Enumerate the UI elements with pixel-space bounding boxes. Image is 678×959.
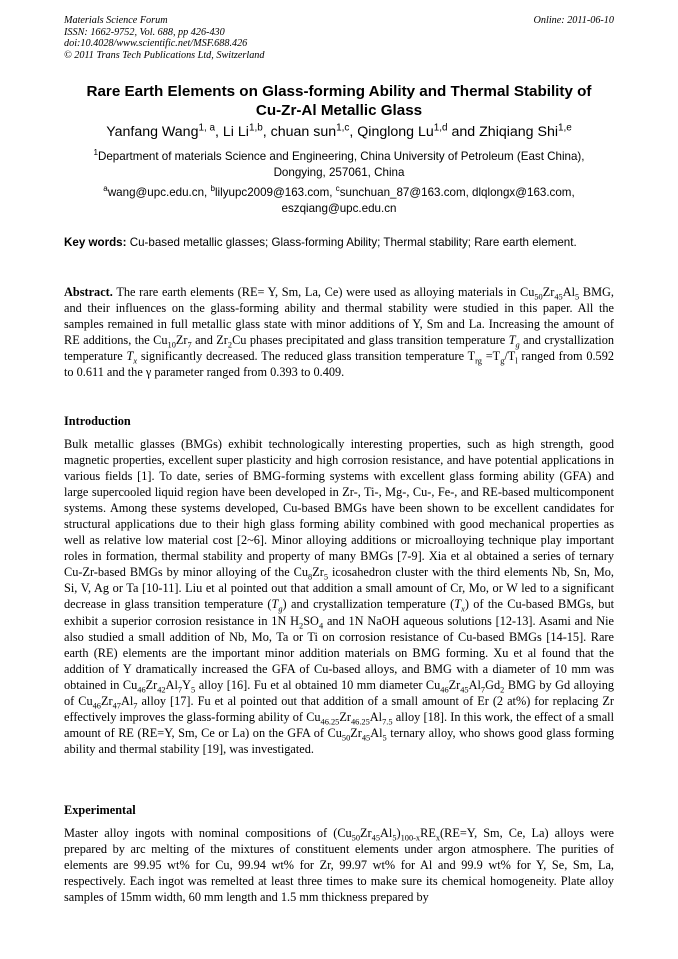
- author-affil-sup: 1,c: [336, 122, 350, 134]
- subscript-text: 46: [92, 701, 101, 711]
- issn-line: ISSN: 1662-9752, Vol. 688, pp 426-430: [64, 26, 225, 38]
- body-text-run: Zr: [339, 709, 351, 724]
- subscript-text: g: [500, 356, 505, 366]
- subscript-text: l: [515, 356, 518, 366]
- email-link: wang@upc.edu.cn,: [107, 186, 211, 199]
- subscript-text: 50: [341, 733, 351, 743]
- body-text-run: Al: [120, 693, 134, 708]
- body-text-run: Al: [562, 285, 575, 299]
- affiliation-sup: 1: [93, 148, 98, 158]
- body-text-run: Al: [380, 826, 393, 840]
- body-text-run: Zr: [312, 565, 324, 580]
- subscript-text: 5: [191, 685, 196, 695]
- body-text-run: (RE=Y, Sm, Ce, La) alloys were prepared by arc melting of the mixtures of constituent elements under argon atmosphere. The purities of elements are 99.95 wt% for Cu, 99.94 wt% for Zr, 99.97 wt% for Al and 99.9 wt% for Y, Se, Sm, La, respectively. Each ingot was remelted at least three times to make sure its chemical homogeneity. Plate alloy samples of 15mm width, 60 mm length and 1.5 mm thickness prepared by: [64, 826, 614, 905]
- copyright-line: © 2011 Trans Tech Publications Ltd, Switzerland: [64, 49, 265, 61]
- body-text-run: ternary alloy, who shows good glass forming ability and thermal stability [19], was investigated.: [64, 725, 614, 756]
- subscript-text: 5: [323, 572, 329, 582]
- author-affil-sup: 1,b: [248, 122, 263, 134]
- subscript-text: 2: [227, 340, 233, 350]
- body-text-run: Bulk metallic glasses (BMGs) exhibit technologically interesting properties, such as high strength, good magnetic properties, excellent super plasticity and high corrosion resistance, and have potential applications in various fields [1]. To date, series of BMG-forming systems with excellent glass forming ability (GFA) and large supercooled liquid region have been developed in Zr-, Ti-, Mg-, Cu-, Fe-, and RE-based multicomponent systems. Among these systems developed, Cu-based BMGs have been shown to be excellent candidates for structural applications due to their high glass forming ability combined with good mechanical properties as well as relative low material cost [2~6]. Minor alloying additions or microalloying technique play important roles in formation, thermal stability and property of many BMGs [7-9]. Xia et al obtained a series of ternary Cu-Zr-based BMGs by minor alloying of the Cu: [64, 437, 614, 580]
- body-text-run: SO: [303, 613, 319, 628]
- subscript-text: 5: [382, 733, 387, 743]
- body-text-run: Zr: [145, 677, 158, 692]
- body-text-run: /T: [504, 349, 516, 364]
- body-text-run: ): [396, 826, 401, 840]
- subscript-text: 2: [299, 620, 304, 630]
- subscript-text: x: [435, 833, 441, 843]
- author-affil-sup: 1,e: [558, 122, 572, 134]
- body-text-run: BMG by Gd alloying of Cu: [64, 677, 614, 708]
- subscript-text: 45: [361, 733, 371, 743]
- body-text-run: Zr: [175, 333, 188, 348]
- online-date: Online: 2011-06-10: [533, 15, 614, 26]
- journal-name: Materials Science Forum: [64, 15, 168, 26]
- body-text-run: Zr: [542, 285, 555, 299]
- subscript-text: 7: [480, 685, 486, 695]
- body-text-run: Zr: [100, 693, 113, 708]
- body-text-run: ranged from 0.592 to 0.611 and the γ parameter ranged from 0.393 to 0.409.: [64, 349, 614, 380]
- subscript-text: 5: [392, 833, 397, 843]
- affiliation: [64, 149, 614, 180]
- body-text-run: icosahedron cluster with the third elements Nb, Sn, Mo, Si, V, Ag or Ta [10-11]. Liu et al pointed out that addition a small amount of Cr, Mo, or W led to a significant decrease in glass transition temperature (: [64, 565, 614, 612]
- title-line-1: Rare Earth Elements on Glass-forming Ability and Thermal Stability of: [86, 83, 592, 100]
- author-sep: ,: [262, 124, 271, 140]
- subscript-text: 45: [554, 292, 563, 302]
- affiliation-line-1: Department of materials Science and Engineering, China University of Petroleum (East China),: [97, 150, 585, 163]
- subscript-text: 45: [371, 833, 380, 843]
- subscript-text: 46: [440, 685, 449, 695]
- subscript-text: 7: [187, 340, 192, 350]
- email-sup: b: [210, 184, 215, 194]
- subscript-text: 5: [575, 292, 580, 302]
- author-name: Qinglong Lu: [357, 124, 434, 140]
- body-text-run: Al: [165, 677, 178, 692]
- doi-line: doi:10.4028/www.scientific.net/MSF.688.426: [64, 38, 248, 50]
- subscript-text: 7.5: [382, 717, 393, 727]
- body-text-run: and 1N NaOH aqueous solutions [12-13]. Asami and Nie also studied a small addition of Nb, Mo, Ta or Ti on corrosion resistance of Cu-based BMGs [14-15]. Rare earth (RE) elements are the important minor addition materials on BMG forming. Xu et al found that the addition of Y dramatically increased the GFA of Cu-based alloys, and BMG with a diameter of 10 mm was obtained in Cu: [64, 613, 614, 692]
- body-text-run: Master alloy ingots with nominal compositions of (Cu: [64, 826, 352, 840]
- author-sep: ,: [349, 124, 358, 140]
- body-text-run: Zr: [350, 725, 362, 740]
- email-list: [64, 185, 614, 216]
- author-list: [40, 124, 638, 141]
- abstract-label: Abstract.: [64, 285, 113, 299]
- subscript-text: 100-x: [400, 833, 421, 843]
- subscript-text: 46: [137, 685, 146, 695]
- journal-header: [64, 15, 614, 61]
- subscript-text: 47: [112, 701, 121, 711]
- body-text-run: and crystallization temperature: [64, 333, 614, 364]
- body-text-run: T: [126, 349, 134, 364]
- keywords-text: Cu-based metallic glasses; Glass-forming Ability; Thermal stability; Rare earth element.: [126, 236, 577, 249]
- body-text-run: ) of the Cu-based BMGs, but exhibit a superior corrosion resistance in 1N H: [64, 597, 615, 628]
- body-text-run: x: [461, 604, 465, 614]
- body-text-run: Gd: [485, 677, 501, 692]
- introduction-heading: Introduction: [64, 414, 131, 428]
- body-text-run: Zr: [360, 826, 372, 840]
- author-name: Zhiqiang Shi: [479, 124, 559, 140]
- subscript-text: 46.25: [320, 717, 340, 727]
- body-text-run: g: [278, 604, 283, 614]
- body-text-run: BMG, and their influences on the glass-forming ability and thermal stability were studied in this paper. All the samples remained in full metallic glass state with minor additions of Y, Sm and La. Increasing the amount of RE additions, the Cu: [64, 285, 614, 348]
- body-text-run: Al: [369, 709, 383, 724]
- body-text-run: x: [133, 356, 138, 366]
- subscript-text: 7: [177, 685, 183, 695]
- author-affil-sup: 1,d: [433, 122, 448, 134]
- body-text-run: Y: [182, 677, 191, 692]
- experimental-heading: Experimental: [64, 803, 136, 817]
- author-affil-sup: 1, a: [198, 122, 216, 134]
- subscript-text: 50: [534, 292, 543, 302]
- body-text-run: T: [271, 597, 279, 612]
- subscript-text: 7: [133, 701, 138, 711]
- subscript-text: 10: [167, 340, 176, 350]
- introduction-body: [64, 436, 614, 757]
- email-link: sunchuan_87@163.com, dlqlongx@163.com,: [339, 186, 575, 199]
- subscript-text: 45: [460, 685, 469, 695]
- body-text-run: RE: [420, 826, 436, 840]
- subscript-text: 4: [318, 620, 324, 630]
- body-text-run: T: [508, 333, 516, 348]
- abstract: [64, 284, 614, 380]
- author-sep: ,: [215, 124, 223, 140]
- author-sep: and: [447, 124, 480, 140]
- email-link: lilyupc2009@163.com,: [214, 186, 336, 199]
- affiliation-line-2: Dongying, 257061, China: [273, 165, 405, 179]
- author-name: chuan sun: [270, 124, 337, 140]
- body-text-run: alloy [18]. In this work, the effect of a small amount of RE (RE=Y, Sm, Ce or La) on the GFA of Cu: [64, 709, 614, 740]
- paper-title: [64, 83, 614, 120]
- body-text-run: Al: [468, 677, 481, 692]
- subscript-text: 8: [308, 572, 313, 582]
- body-text-run: The rare earth elements (RE= Y, Sm, La, Ce) were used as alloying materials in Cu: [112, 285, 535, 299]
- author-name: Yanfang Wang: [106, 124, 199, 140]
- body-text-run: T: [454, 597, 462, 612]
- body-text-run: Zr: [448, 677, 461, 692]
- title-line-2: Cu-Zr-Al Metallic Glass: [255, 101, 423, 119]
- keywords: [64, 235, 614, 251]
- subscript-text: 46.25: [350, 717, 370, 727]
- keywords-label: Key words:: [64, 236, 127, 249]
- author-name: Li Li: [222, 124, 249, 140]
- body-text-run: alloy [17]. Fu et al pointed out that addition of a small amount of Er (2 at%) for replacing Zr effectively improves the glass-forming ability of Cu: [64, 693, 615, 724]
- subscript-text: 50: [351, 833, 361, 843]
- body-text-run: Al: [370, 725, 383, 740]
- body-text-run: and Zr: [191, 333, 228, 348]
- body-text-run: ) and crystallization temperature (: [282, 597, 455, 612]
- email-sup: c: [335, 184, 340, 194]
- email-link: eszqiang@upc.edu.cn: [281, 201, 397, 215]
- body-text-run: alloy [16]. Fu et al obtained 10 mm diameter Cu: [195, 677, 441, 692]
- subscript-text: rg: [475, 356, 482, 366]
- body-text-run: significantly decreased. The reduced glass transition temperature T: [137, 349, 476, 364]
- experimental-body: [64, 825, 614, 905]
- subscript-text: 42: [157, 685, 166, 695]
- body-text-run: Cu phases precipitated and glass transition temperature: [232, 333, 509, 348]
- email-sup: a: [103, 184, 108, 194]
- body-text-run: =T: [481, 349, 501, 364]
- body-text-run: g: [515, 340, 520, 350]
- subscript-text: 2: [500, 685, 505, 695]
